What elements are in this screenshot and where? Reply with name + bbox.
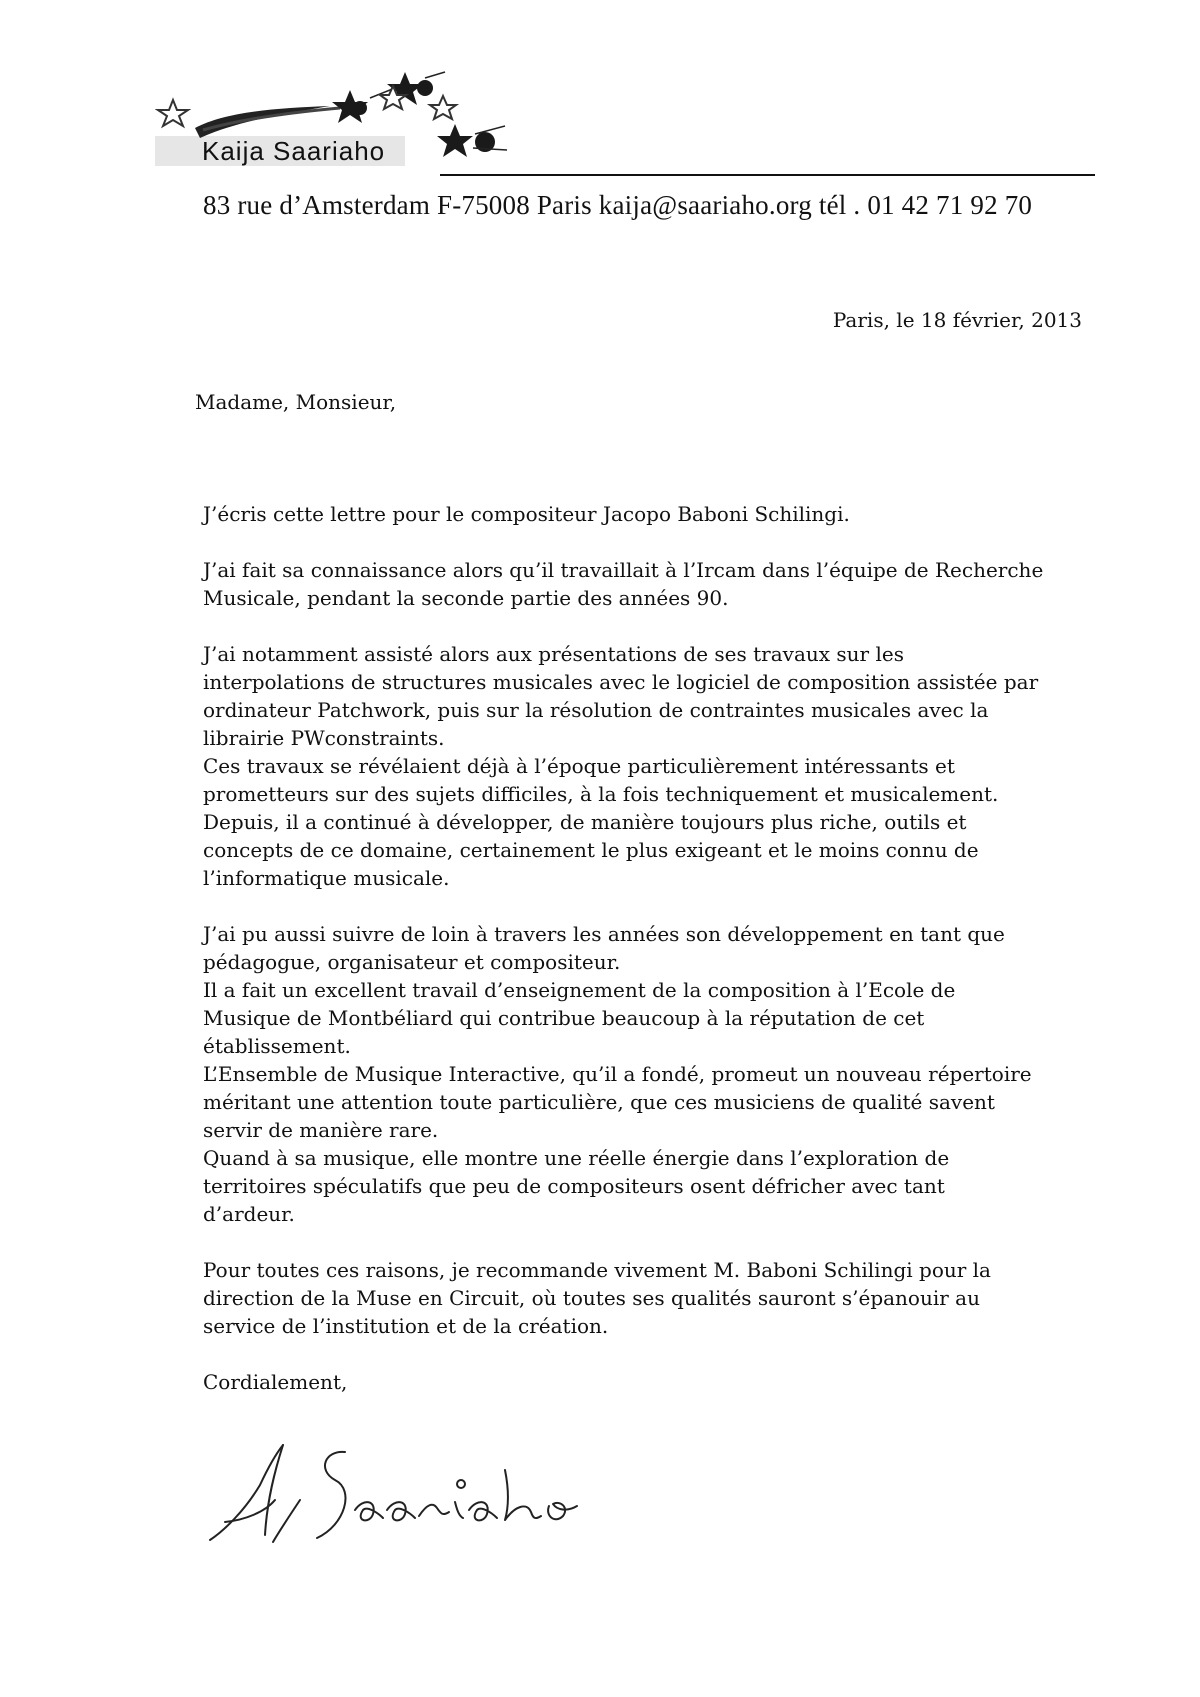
letterhead-name: Kaija Saariaho bbox=[202, 136, 386, 166]
salutation: Madame, Monsieur, bbox=[195, 390, 397, 414]
text-line: concepts de ce domaine, certainement le plus exigeant et le moins connu de bbox=[203, 838, 979, 862]
letterhead-address: 83 rue d’Amsterdam F-75008 Paris kaija@saariaho.org tél . 01 42 71 92 70 bbox=[203, 190, 1033, 220]
text-line: Depuis, il a continué à développer, de manière toujours plus riche, outils et bbox=[203, 810, 967, 834]
handwritten-signature-icon bbox=[205, 1440, 675, 1550]
text-line: territoires spéculatifs que peu de compositeurs osent défricher avec tant bbox=[203, 1174, 945, 1198]
closing bbox=[203, 1368, 1103, 1396]
letterhead-rule bbox=[440, 174, 1095, 176]
paragraph-development bbox=[203, 920, 1103, 1228]
text-line: J’écris cette lettre pour le compositeur Jacopo Baboni Schilingi. bbox=[203, 502, 850, 526]
letterhead-logo bbox=[155, 68, 555, 178]
letter-body bbox=[203, 500, 1103, 1396]
text-line: J’ai fait sa connaissance alors qu’il travaillait à l’Ircam dans l’équipe de Recherche bbox=[203, 558, 1044, 582]
text-line: d’ardeur. bbox=[203, 1202, 295, 1226]
text-line: interpolations de structures musicales avec le logiciel de composition assistée par bbox=[203, 670, 1039, 694]
text-line: Quand à sa musique, elle montre une réelle énergie dans l’exploration de bbox=[203, 1146, 950, 1170]
text-line: l’informatique musicale. bbox=[203, 866, 450, 890]
paragraph-recommendation bbox=[203, 1256, 1103, 1340]
text-line: servir de manière rare. bbox=[203, 1118, 439, 1142]
text-line: librairie PWconstraints. bbox=[203, 726, 445, 750]
text-line: direction de la Muse en Circuit, où toutes ses qualités sauront s’épanouir au bbox=[203, 1286, 980, 1310]
text-line: service de l’institution et de la création. bbox=[203, 1314, 609, 1338]
text-line: ordinateur Patchwork, puis sur la résolution de contraintes musicales avec la bbox=[203, 698, 989, 722]
text-line: pédagogue, organisateur et compositeur. bbox=[203, 950, 621, 974]
text-line: Ces travaux se révélaient déjà à l’époque particulièrement intéressants et bbox=[203, 754, 955, 778]
paragraph-intro bbox=[203, 500, 1103, 528]
text-line: prometteurs sur des sujets difficiles, à la fois techniquement et musicalement. bbox=[203, 782, 999, 806]
text-line: Cordialement, bbox=[203, 1370, 348, 1394]
text-line: Musique de Montbéliard qui contribue beaucoup à la réputation de cet bbox=[203, 1006, 925, 1030]
text-line: L’Ensemble de Musique Interactive, qu’il a fondé, promeut un nouveau répertoire bbox=[203, 1062, 1032, 1086]
text-line: Musicale, pendant la seconde partie des années 90. bbox=[203, 586, 729, 610]
letter-date: Paris, le 18 février, 2013 bbox=[832, 308, 1082, 332]
paragraph-acquaintance bbox=[203, 556, 1103, 612]
text-line: J’ai notamment assisté alors aux présentations de ses travaux sur les bbox=[203, 642, 904, 666]
text-line: J’ai pu aussi suivre de loin à travers les années son développement en tant que bbox=[203, 922, 1005, 946]
text-line: Il a fait un excellent travail d’enseignement de la composition à l’Ecole de bbox=[203, 978, 956, 1002]
text-line: méritant une attention toute particulière, que ces musiciens de qualité savent bbox=[203, 1090, 995, 1114]
text-line: établissement. bbox=[203, 1034, 351, 1058]
text-line: Pour toutes ces raisons, je recommande vivement M. Baboni Schilingi pour la bbox=[203, 1258, 991, 1282]
paragraph-research bbox=[203, 640, 1103, 892]
